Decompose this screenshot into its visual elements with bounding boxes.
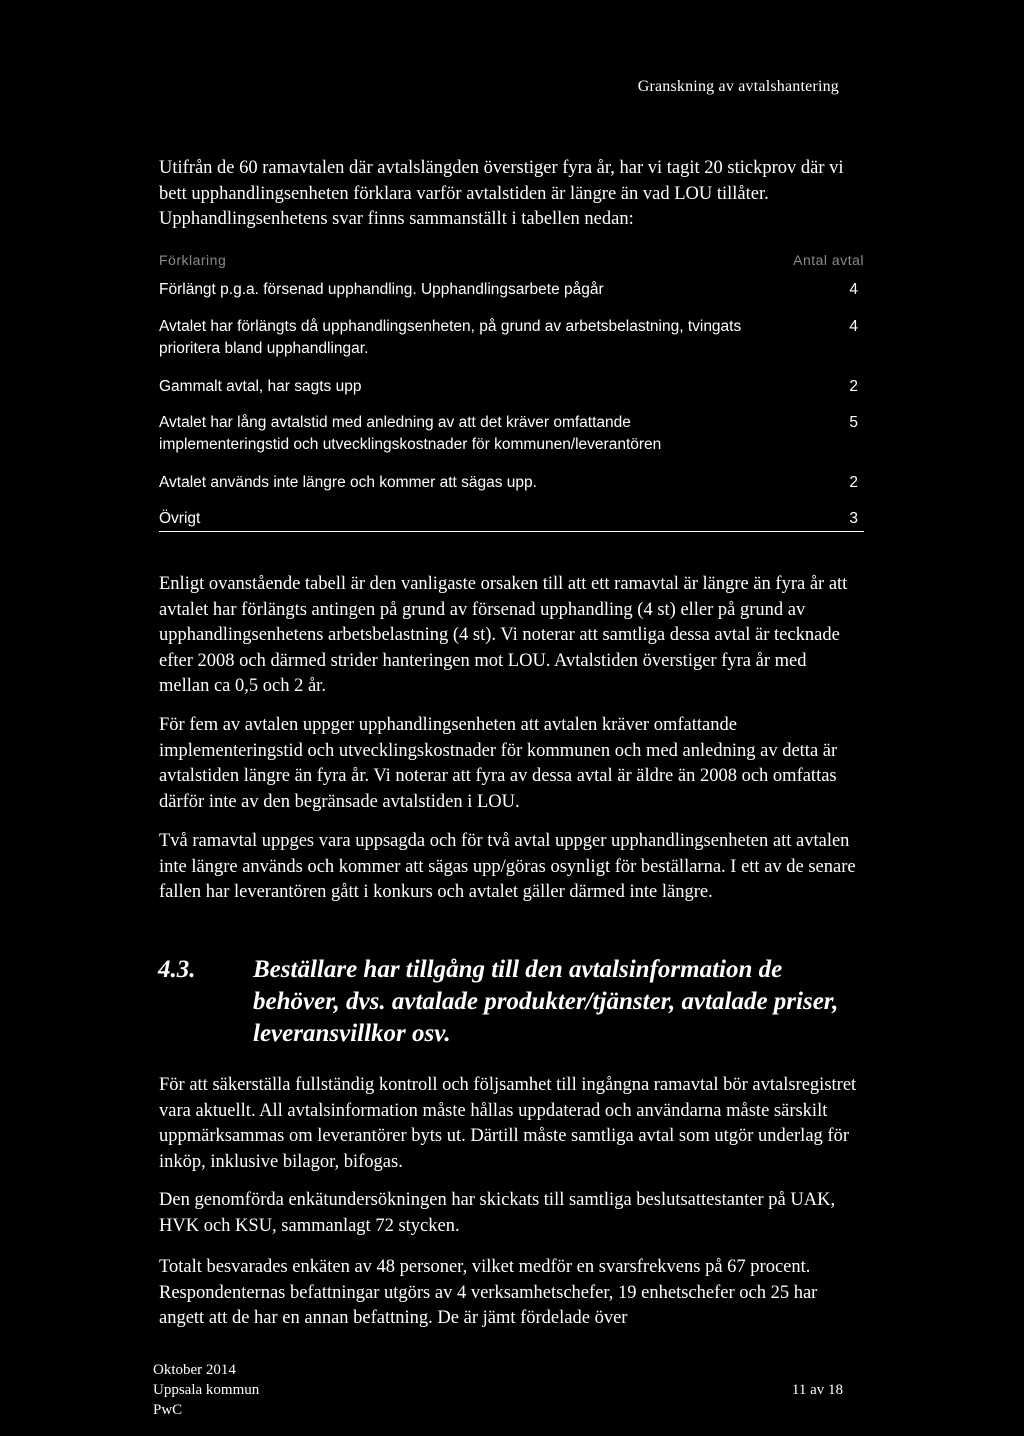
row-count: 2	[849, 378, 858, 395]
intro-paragraph: Utifrån de 60 ramavtalen där avtalslängden överstiger fyra år, har vi tagit 20 stickprov där vi bett upphandlingsenheten förklara varför avtalstiden är längre än vad LOU tillåter. Upphandlingsenhetens svar finns sammanställt i tabellen nedan:	[159, 158, 844, 229]
analysis-paragraph-1: Enligt ovanstående tabell är den vanligaste orsaken till att ett ramavtal är längre än fyra år att avtalet har förlängts antingen på grund av försenad upphandling (4 st) eller på grund av upphandlingsenhetens arbetsbelastning (4 st). Vi noterar att samtliga dessa avtal är tecknade efter 2008 och därmed strider hanteringen mot LOU. Avtalstiden överstiger fyra år med mellan ca 0,5 och 2 år.	[159, 574, 848, 696]
row-count: 2	[849, 474, 858, 491]
footer-firm: PwC	[153, 1402, 183, 1418]
running-header: Granskning av avtalshantering	[637, 78, 839, 95]
page-footer	[153, 1360, 843, 1420]
section-paragraph-2: Den genomförda enkätundersökningen har skickats till samtliga beslutsattestanter på UAK, HVK och KSU, sammanlagt 72 stycken.	[159, 1190, 836, 1236]
column-header-explanation: Förklaring	[159, 252, 227, 268]
row-count: 4	[849, 318, 858, 335]
section-number: 4.3.	[158, 956, 196, 983]
table-row	[159, 508, 864, 532]
row-explanation: Förlängt p.g.a. försenad upphandling. Upphandlingsarbete pågår	[159, 281, 604, 298]
row-explanation: Avtalet har lång avtalstid med anledning av att det kräver omfattande implementeringstid och utvecklingskostnader för kommunen/leverantören	[159, 414, 662, 453]
footer-date: Oktober 2014	[153, 1362, 236, 1378]
analysis-paragraph-2: För fem av avtalen uppger upphandlingsenheten att avtalen kräver omfattande implementeringstid och utvecklingskostnader för kommunen och med anledning av detta är avtalstiden längre än fyra år. Vi noterar att fyra av dessa avtal är äldre än 2008 och omfattas därför inte av den begränsade avtalstiden i LOU.	[159, 715, 838, 812]
column-header-count: Antal avtal	[793, 252, 864, 268]
row-explanation: Gammalt avtal, har sagts upp	[159, 378, 362, 395]
section-paragraph-3: Totalt besvarades enkäten av 48 personer, vilket medför en svarsfrekvens på 67 procent. Respondenternas befattningar utgörs av 4 verksamhetschefer, 19 enhetschefer och 25 har angett att de har en annan befattning. De är jämt fördelade över	[159, 1257, 818, 1328]
row-explanation: Avtalet har förlängts då upphandlingsenheten, på grund av arbetsbelastning, tvingats prioritera bland upphandlingar.	[159, 318, 742, 357]
page-number: 11 av 18	[791, 1382, 843, 1398]
row-count: 4	[849, 281, 858, 298]
row-explanation: Övrigt	[159, 510, 201, 527]
footer-organization: Uppsala kommun	[153, 1382, 260, 1398]
row-count: 3	[849, 510, 858, 527]
row-explanation: Avtalet används inte längre och kommer att sägas upp.	[159, 474, 537, 491]
section-title: Beställare har tillgång till den avtalsinformation de behöver, dvs. avtalade produkter/tjänster, avtalade priser, leveransvillkor osv.	[253, 956, 839, 1047]
row-count: 5	[849, 414, 858, 431]
explanation-table	[159, 246, 864, 527]
analysis-paragraph-3: Två ramavtal uppges vara uppsagda och för två avtal uppger upphandlingsenheten att avtalen inte längre används och kommer att sägas upp/göras osynligt för beställarna. I ett av de senare fallen har leverantören gått i konkurs och avtalet gäller därmed inte längre.	[159, 831, 856, 902]
section-paragraph-1: För att säkerställa fullständig kontroll och följsamhet till ingångna ramavtal bör avtalsregistret vara aktuellt. All avtalsinformation måste hållas uppdaterad och användarna måste särskilt uppmärksammas om leverantörer byts ut. Därtill måste samtliga avtal som utgör underlag för inköp, inklusive bilagor, bifogas.	[159, 1075, 857, 1172]
table-header	[159, 246, 864, 276]
